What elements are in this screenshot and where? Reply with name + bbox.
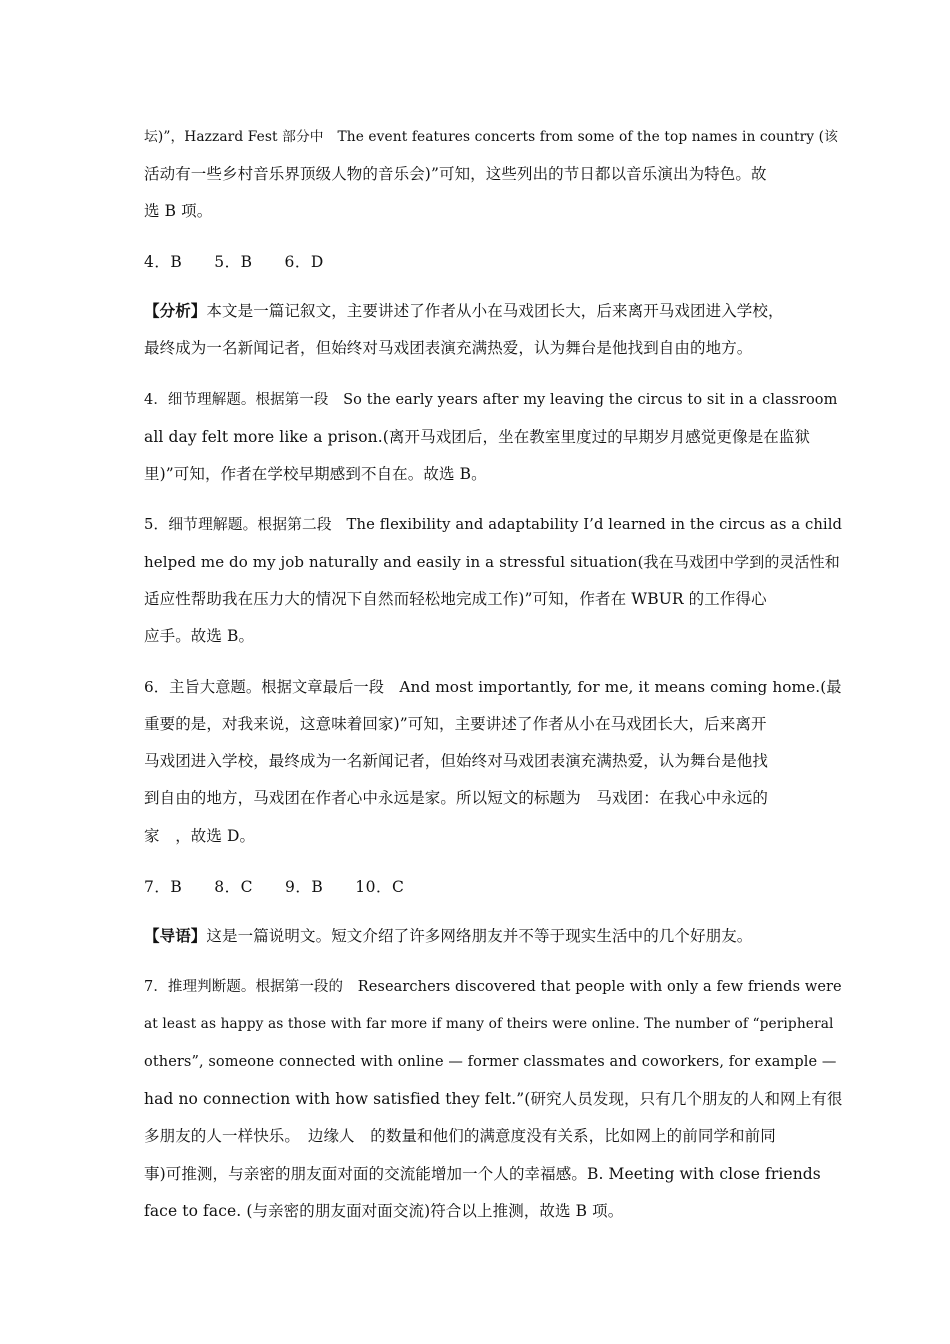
text-line: 选 B 项。 [144, 202, 213, 220]
text-line: 到自由的地方，马戏团在作者心中永远是家。所以短文的标题为 马戏团：在我心中永远的 [144, 789, 769, 807]
text-line: 里)”可知，作者在学校早期感到不自在。故选 B。 [144, 465, 487, 483]
text-line: 5．细节理解题。根据第二段 The flexibility and adaptability I’d learned in the circus as a child [144, 516, 843, 533]
text-line: 家 ，故选 D。 [144, 827, 256, 845]
text-line: 事)可推测，与亲密的朋友面对面的交流能增加一个人的幸福感。B. Meeting with close friends [144, 1165, 821, 1183]
intro-paragraph [144, 926, 834, 946]
text-line: 适应性帮助我在压力大的情况下自然而轻松地完成工作)”可知，作者在 WBUR 的工作得心 [144, 590, 767, 608]
text-line: 7．推理判断题。根据第一段的 Researchers discovered that people with only a few friends were [144, 979, 842, 995]
text-line: others”, someone connected with online — former classmates and coworkers, for example — [144, 1054, 837, 1070]
text-line: 应手。故选 B。 [144, 627, 255, 645]
text-line: helped me do my job naturally and easily in a stressful situation(我在马戏团中学到的灵活性和 [144, 553, 840, 571]
answer-key-line: 4．B 5．B 6．D [144, 253, 324, 271]
text-line: 多朋友的人一样快乐。 边缘人 的数量和他们的满意度没有关系，比如网上的前同学和前同 [144, 1127, 776, 1145]
analysis-paragraph [144, 301, 834, 321]
text-line: 本文是一篇记叙文，主要讲述了作者从小在马戏团长大，后来离开马戏团进入学校， [206, 302, 784, 320]
text-line: all day felt more like a prison.(离开马戏团后，坐在教室里度过的早期岁月感觉更像是在监狱 [144, 428, 811, 446]
text-line: 坛)”，Hazzard Fest 部分中 The event features concerts from some of the top names in country (该 [144, 129, 838, 145]
text-line: 这是一篇说明文。短文介绍了许多网络朋友并不等于现实生活中的几个好朋友。 [206, 927, 753, 945]
text-line: 马戏团进入学校，最终成为一名新闻记者，但始终对马戏团表演充满热爱，认为舞台是他找 [144, 752, 769, 770]
text-line: 最终成为一名新闻记者，但始终对马戏团表演充满热爱，认为舞台是他找到自由的地方。 [144, 339, 753, 357]
answer-key-line: 7．B 8．C 9．B 10．C [144, 878, 405, 896]
text-line: face to face. (与亲密的朋友面对面交流)符合以上推测，故选 B 项。 [144, 1202, 624, 1220]
text-line: 4．细节理解题。根据第一段 So the early years after my leaving the circus to sit in a classroom [144, 392, 838, 408]
text-line: at least as happy as those with far more if many of theirs were online. The number of “peripheral [144, 1016, 834, 1032]
text-line: 6．主旨大意题。根据文章最后一段 And most importantly, for me, it means coming home.(最 [144, 678, 842, 696]
text-line: 重要的是，对我来说，这意味着回家)”可知，主要讲述了作者从小在马戏团长大，后来离开 [144, 715, 767, 733]
text-line: 活动有一些乡村音乐界顶级人物的音乐会)”可知，这些列出的节日都以音乐演出为特色。故 [144, 165, 767, 183]
text-line: had no connection with how satisfied they felt.”(研究人员发现，只有几个朋友的人和网上有很 [144, 1090, 843, 1108]
intro-tag: 【导语】 [144, 926, 207, 945]
analysis-tag: 【分析】 [144, 301, 207, 320]
